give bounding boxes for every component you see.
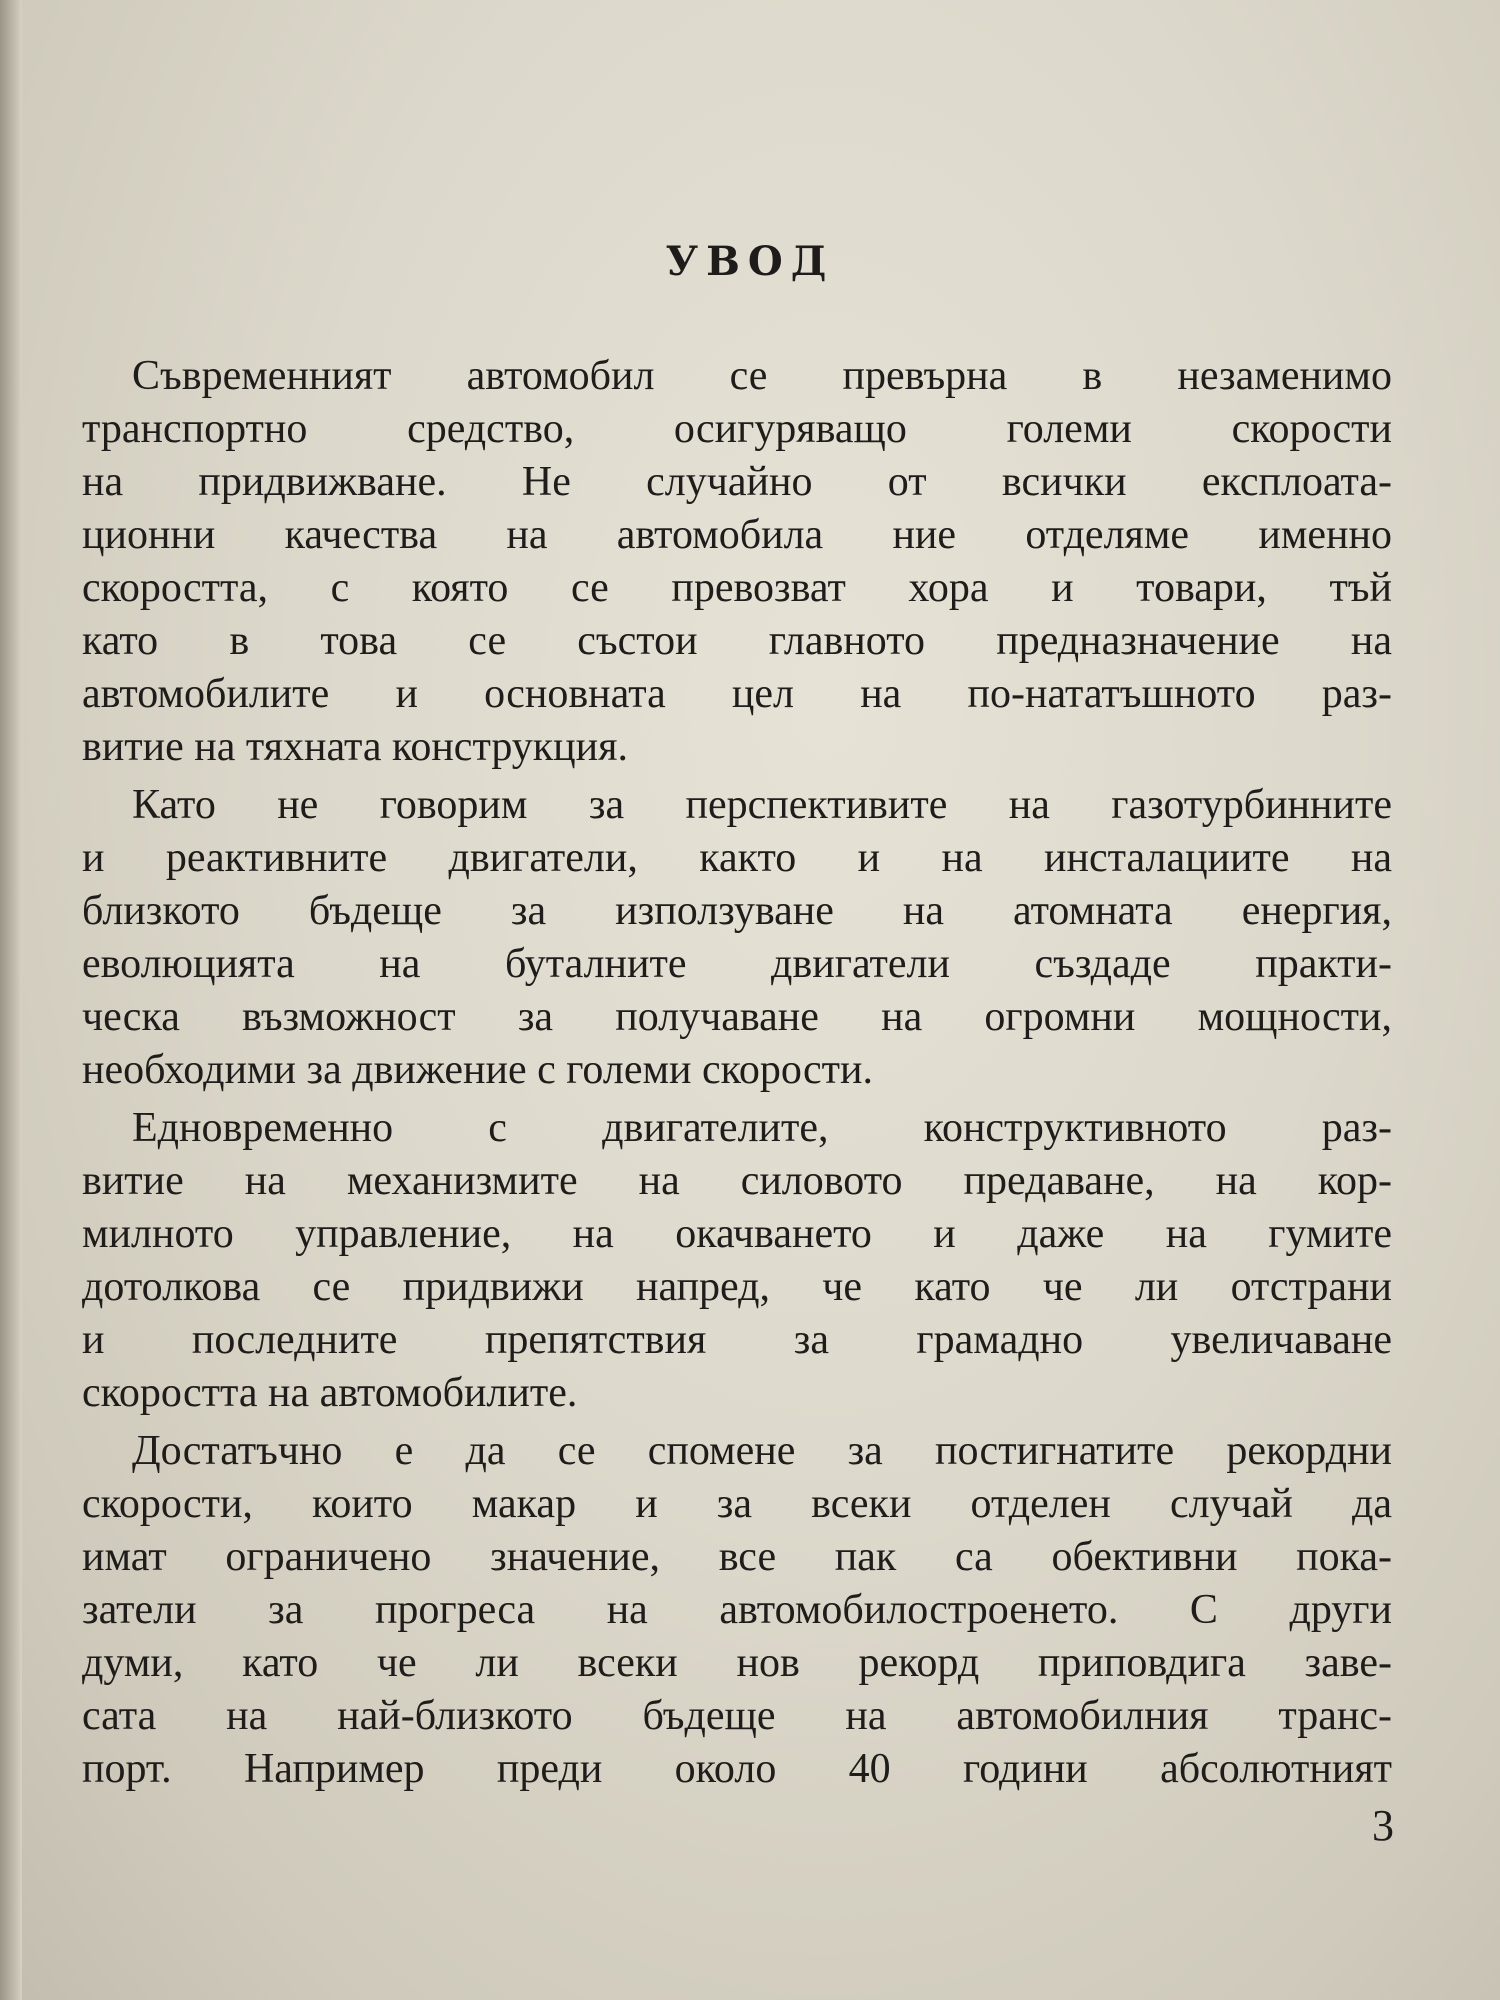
- text-line: и реактивните двигатели, както и на инсталациите на: [82, 835, 1392, 881]
- text-line: скоростта на автомобилите.: [82, 1370, 578, 1416]
- text-line: Съвременният автомобил се превърна в незаменимо: [132, 353, 1392, 399]
- page-edge-shadow: [0, 0, 22, 2000]
- text-line: на придвижване. Не случайно от всички експлоата-: [82, 459, 1392, 505]
- text-line: сата на най-близкото бъдеще на автомобилния транс-: [82, 1693, 1392, 1739]
- text-line: витие на механизмите на силовото предаване, на кор-: [82, 1158, 1392, 1204]
- paragraph: [82, 779, 1392, 1097]
- text-line: и последните препятствия за грамадно увеличаване: [82, 1317, 1392, 1363]
- text-line: транспортно средство, осигуряващо големи скорости: [82, 406, 1392, 452]
- text-line: милното управление, на окачването и даже на гумите: [82, 1211, 1392, 1257]
- text-line: Като не говорим за перспективите на газотурбинните: [132, 782, 1392, 828]
- text-line: порт. Например преди около 40 години абсолютният: [82, 1746, 1392, 1792]
- text-line: имат ограничено значение, все пак са обективни пока-: [82, 1534, 1392, 1580]
- paragraph: [82, 1102, 1392, 1420]
- text-line: думи, като че ли всеки нов рекорд приповдига заве-: [82, 1640, 1392, 1686]
- text-line: необходими за движение с големи скорости.: [82, 1047, 873, 1093]
- page-number: 3: [1372, 1801, 1394, 1850]
- text-line: близкото бъдеще за използуване на атомната енергия,: [82, 888, 1392, 934]
- text-line: Достатъчно е да се спомене за постигнатите рекордни: [132, 1428, 1392, 1474]
- text-line: Едновременно с двигателите, конструктивното раз-: [132, 1105, 1392, 1151]
- text-line: ческа възможност за получаване на огромни мощности,: [82, 994, 1392, 1040]
- text-line: скоростта, с която се превозват хора и товари, тъй: [82, 565, 1392, 611]
- text-line: еволюцията на буталните двигатели създаде практи-: [82, 941, 1392, 987]
- text-line: като в това се състои главното предназначение на: [82, 618, 1392, 664]
- text-line: автомобилите и основната цел на по-нататъшното раз-: [82, 671, 1392, 717]
- paragraph: [82, 350, 1392, 774]
- text-line: дотолкова се придвижи напред, че като че ли отстрани: [82, 1264, 1392, 1310]
- text-line: витие на тяхната конструкция.: [82, 724, 628, 770]
- text-line: скорости, които макар и за всеки отделен случай да: [82, 1481, 1392, 1527]
- text-line: ционни качества на автомобила ние отделяме именно: [82, 512, 1392, 558]
- paragraph: [82, 1425, 1392, 1796]
- body-text: [82, 350, 1392, 1801]
- page-title: УВОД: [665, 238, 835, 285]
- text-line: затели за прогреса на автомобилостроенето. С други: [82, 1587, 1392, 1633]
